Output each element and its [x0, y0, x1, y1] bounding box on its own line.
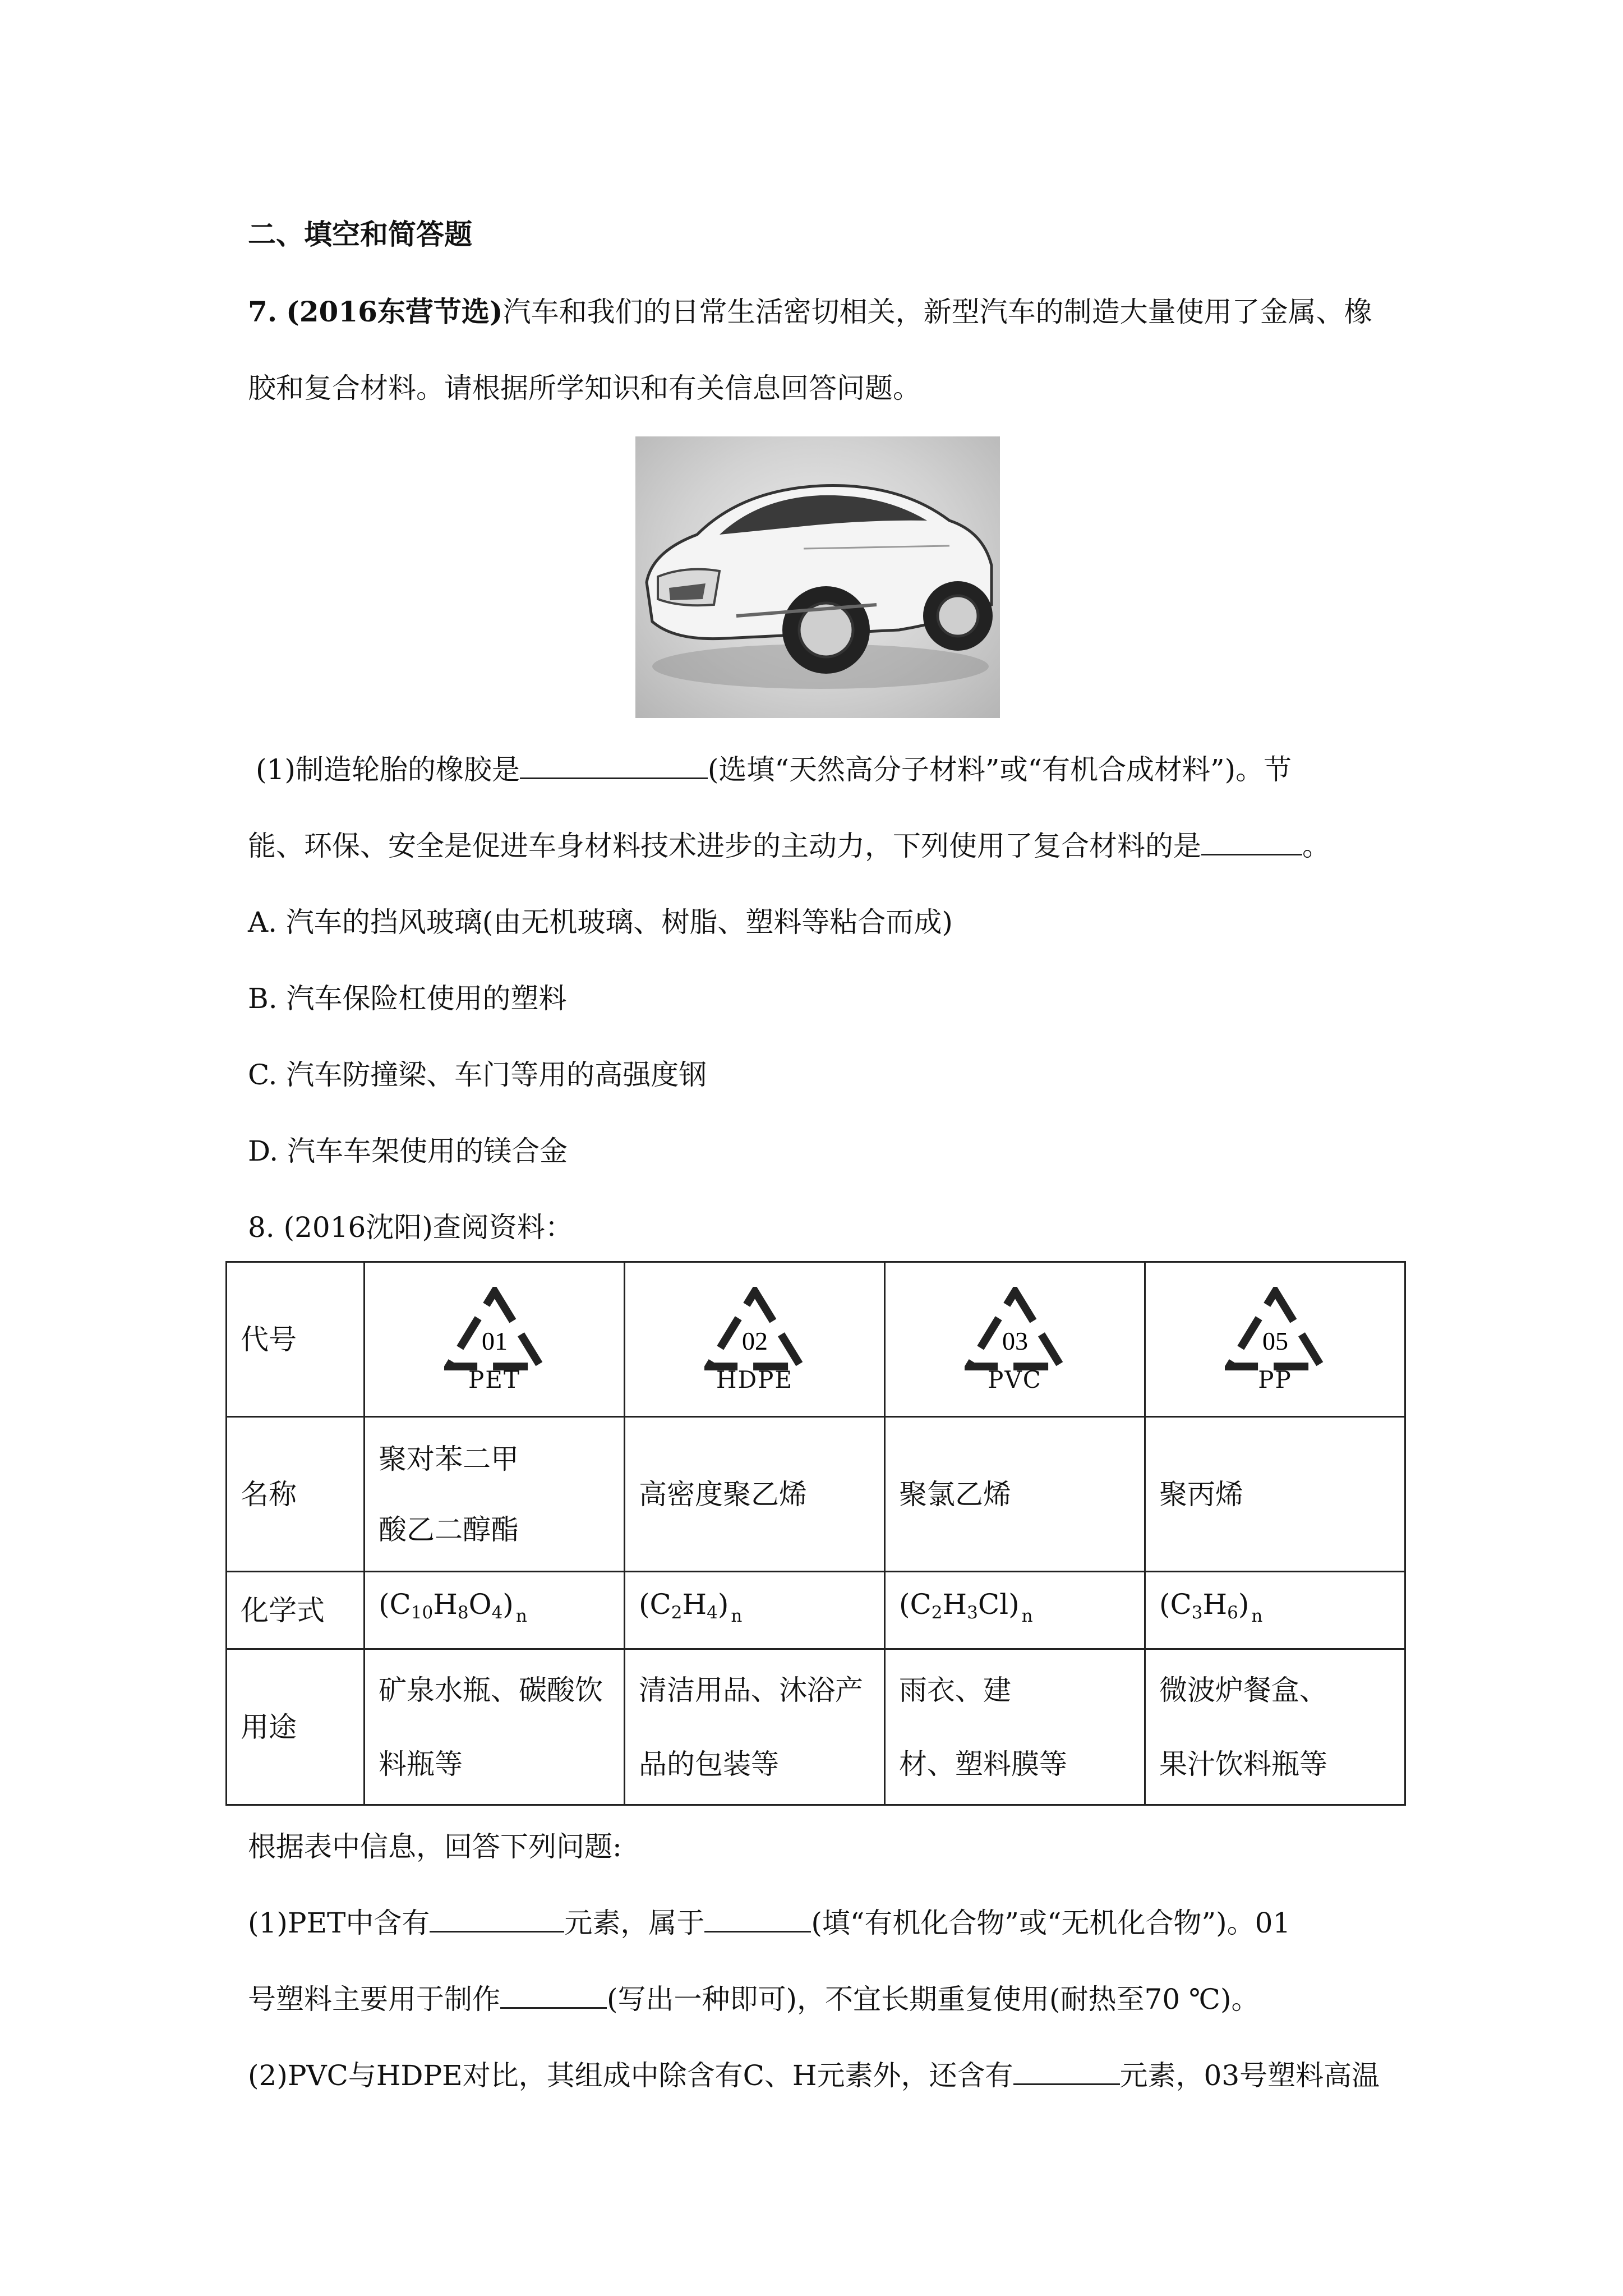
code-cell [885, 1262, 1145, 1417]
q7-part1-text-a: (1)制造轮胎的橡胶是 [256, 753, 520, 786]
use-line: 果汁饮料瓶等 [1159, 1747, 1327, 1780]
row-header-formula: 化学式 [227, 1572, 365, 1649]
q7-option-d: D. 汽车车架使用的镁合金 [248, 1135, 568, 1167]
recycle-icon [1225, 1287, 1326, 1371]
answer-blank[interactable] [1013, 2079, 1120, 2085]
formula-subscript: 2 [671, 1602, 683, 1623]
answer-blank[interactable] [520, 773, 708, 779]
code-name: PET [468, 1365, 520, 1393]
formula-part: H [942, 1588, 967, 1621]
formula-subscript: 4 [491, 1602, 503, 1623]
use-line: 矿泉水瓶、碳酸饮 [379, 1673, 603, 1706]
code-cell [365, 1262, 625, 1417]
q7-part1-line1 [256, 752, 1292, 788]
q8-part1-line1 [248, 1905, 1290, 1941]
q7-part1-text-b: (选填“天然高分子材料”或“有机合成材料”)。节 [707, 753, 1292, 786]
table-row [227, 1262, 1405, 1417]
q8-part2-text-b: 元素，03号塑料高温 [1119, 2059, 1380, 2092]
use-line: 材、塑料膜等 [899, 1747, 1067, 1780]
car-illustration [635, 436, 1000, 718]
formula-part: ) [1238, 1588, 1249, 1621]
recycle-icon [965, 1287, 1066, 1371]
use-line: 微波炉餐盒、 [1159, 1673, 1327, 1706]
use-cell [365, 1649, 625, 1805]
formula-subscript: 3 [1191, 1602, 1203, 1623]
table-row [227, 1417, 1405, 1572]
formula-part: (C [379, 1588, 411, 1621]
q8-part1-text-c: (填“有机化合物”或“无机化合物”)。01 [811, 1907, 1291, 1939]
car-image [635, 436, 1000, 718]
table-row [227, 1572, 1405, 1649]
formula-n: n [515, 1605, 527, 1626]
use-line: 清洁用品、沐浴产 [639, 1673, 863, 1706]
formula-part: (C [1159, 1588, 1192, 1621]
formula-subscript: 2 [931, 1602, 943, 1623]
q7-option-a: A. 汽车的挡风玻璃(由无机玻璃、树脂、塑料等粘合而成) [248, 906, 953, 938]
q8-after-table: 根据表中信息，回答下列问题: [248, 1830, 622, 1863]
q7-number: 7. [248, 295, 278, 328]
formula-part: H [1202, 1588, 1228, 1621]
q7-stem-line2: 胶和复合材料。请根据所学知识和有关信息回答问题。 [248, 372, 921, 404]
code-name: HDPE [716, 1365, 794, 1393]
code-number: 02 [741, 1326, 768, 1355]
formula-part: ) [502, 1588, 514, 1621]
code-number: 01 [481, 1326, 508, 1355]
formula-cell [1145, 1572, 1405, 1649]
q7-option-c: C. 汽车防撞梁、车门等用的高强度钢 [248, 1059, 707, 1091]
formula-part: ) [717, 1588, 729, 1621]
plastics-table [225, 1261, 1406, 1806]
q8-part1-text-d: 号塑料主要用于制作 [248, 1983, 500, 2016]
q8-intro: 8. (2016沈阳)查阅资料： [248, 1211, 573, 1244]
answer-blank[interactable] [500, 2003, 607, 2009]
formula-cell [625, 1572, 885, 1649]
q8-part2-line1 [248, 2058, 1380, 2093]
formula-n: n [731, 1605, 743, 1626]
recycle-icon [444, 1287, 545, 1371]
formula-part: (C [639, 1588, 671, 1621]
answer-blank[interactable] [430, 1926, 564, 1932]
formula-subscript: 6 [1227, 1602, 1238, 1623]
formula-subscript: 10 [411, 1602, 434, 1623]
q7-stem-text1: 汽车和我们的日常生活密切相关，新型汽车的制造大量使用了金属、橡 [502, 296, 1372, 328]
answer-blank[interactable] [1201, 849, 1302, 855]
formula-cell [365, 1572, 625, 1649]
q7-source: (2016东营节选) [286, 295, 503, 328]
answer-blank[interactable] [704, 1926, 811, 1932]
use-cell [885, 1649, 1145, 1805]
q8-part1-text-e: (写出一种即可)，不宜长期重复使用(耐热至70 ℃)。 [607, 1983, 1260, 2016]
name-line: 酸乙二醇酯 [379, 1513, 519, 1546]
formula-cell [885, 1572, 1145, 1649]
formula-part: O [468, 1588, 492, 1621]
code-number: 03 [1002, 1326, 1028, 1355]
q8-part1-text-a: (1)PET中含有 [248, 1907, 430, 1939]
code-cell [625, 1262, 885, 1417]
q7-stem-line1 [248, 294, 1372, 330]
code-number: 05 [1262, 1326, 1288, 1355]
code-name: PP [1258, 1365, 1292, 1393]
q7-part1-text-d: 。 [1302, 830, 1330, 862]
formula-subscript: 4 [707, 1602, 718, 1623]
q8-part1-text-b: 元素，属于 [564, 1907, 705, 1939]
recycle-icon [704, 1287, 805, 1371]
formula-subscript: 3 [967, 1602, 978, 1623]
q8-part2-text-a: (2)PVC与HDPE对比，其组成中除含有C、H元素外，还含有 [248, 2059, 1013, 2092]
use-line: 雨衣、建 [899, 1673, 1011, 1706]
formula-part: H [433, 1588, 458, 1621]
q7-part1-line2 [248, 828, 1330, 864]
formula-n: n [1251, 1605, 1263, 1626]
name-cell: 聚氯乙烯 [885, 1417, 1145, 1572]
name-cell: 聚丙烯 [1145, 1417, 1405, 1572]
q7-option-b: B. 汽车保险杠使用的塑料 [248, 982, 567, 1015]
q8-part1-line2 [248, 1981, 1259, 2017]
use-cell [1145, 1649, 1405, 1805]
table-row [227, 1649, 1405, 1805]
code-cell [1145, 1262, 1405, 1417]
name-cell: 高密度聚乙烯 [625, 1417, 885, 1572]
use-cell [625, 1649, 885, 1805]
formula-part: (C [899, 1588, 932, 1621]
use-line: 料瓶等 [379, 1747, 463, 1780]
row-header-name: 名称 [227, 1417, 365, 1572]
row-header-code: 代号 [227, 1262, 365, 1417]
formula-part: Cl) [978, 1588, 1020, 1621]
formula-subscript: 8 [457, 1602, 469, 1623]
q7-part1-text-c: 能、环保、安全是促进车身材料技术进步的主动力，下列使用了复合材料的是 [248, 830, 1201, 862]
section-title: 二、填空和简答题 [248, 218, 472, 251]
use-line: 品的包装等 [639, 1747, 779, 1780]
formula-n: n [1021, 1605, 1033, 1626]
name-line: 聚对苯二甲 [379, 1442, 519, 1475]
code-name: PVC [988, 1365, 1042, 1393]
name-cell [365, 1417, 625, 1572]
formula-part: H [682, 1588, 707, 1621]
row-header-use: 用途 [227, 1649, 365, 1805]
